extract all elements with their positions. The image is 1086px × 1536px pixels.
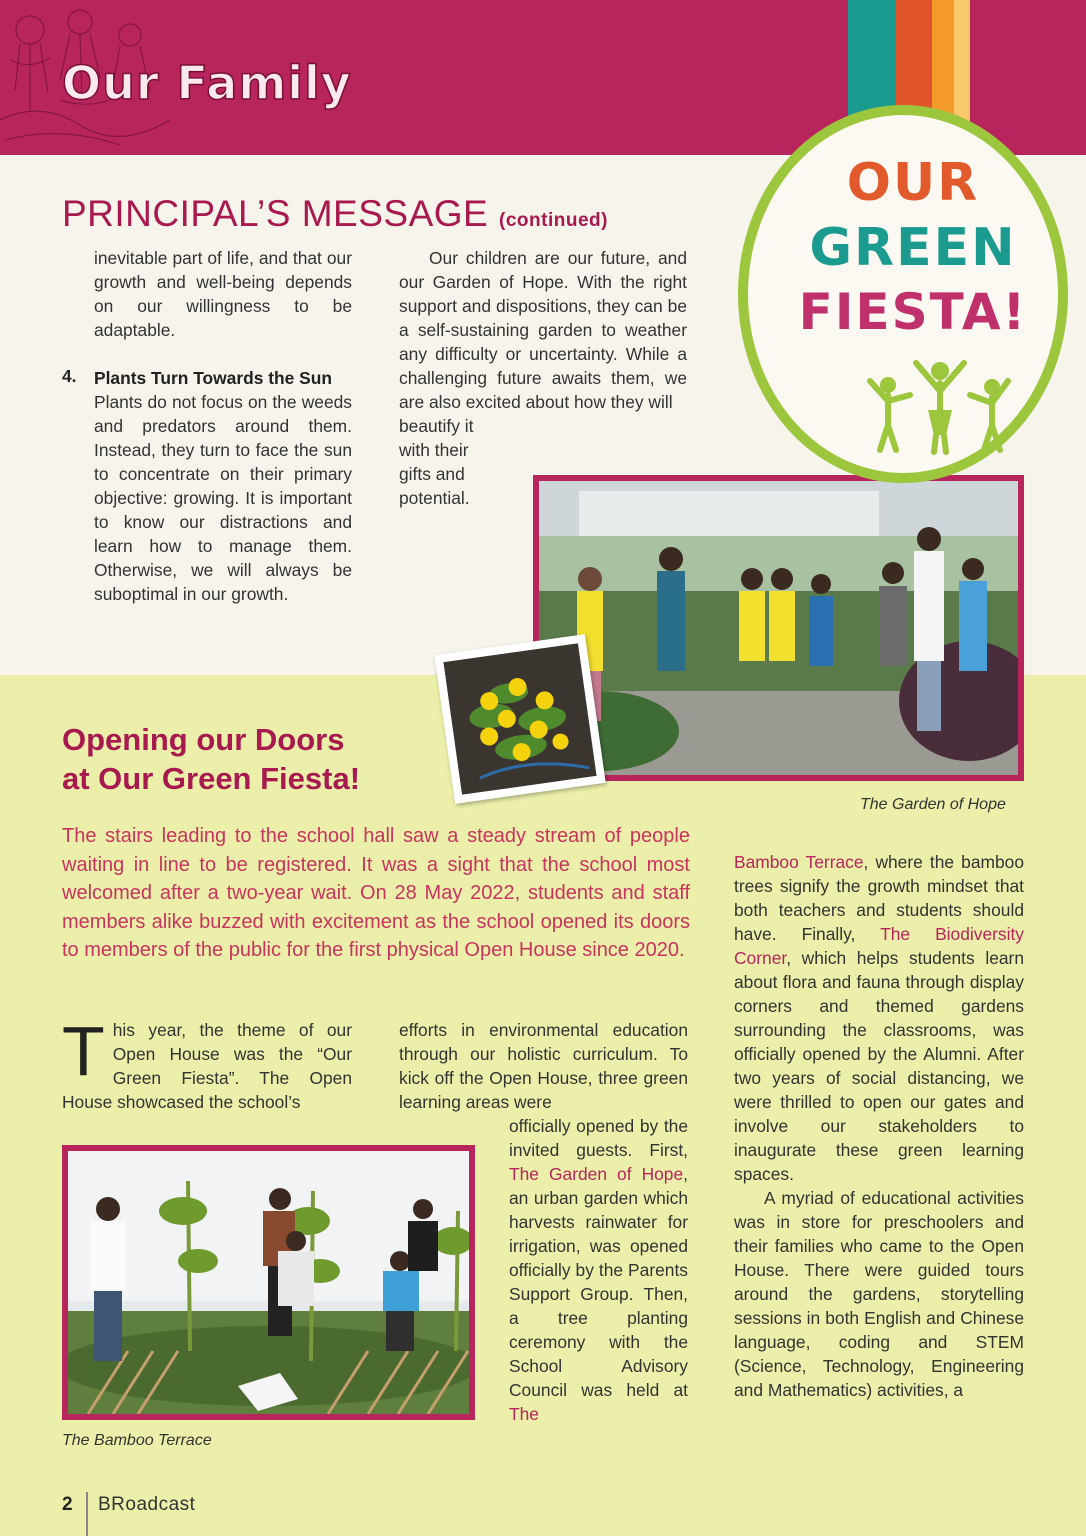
- article-col2-b: , an urban garden which harvests rainwater for irrigation, was opened officially by the Parents Support Group. Then, a tree planting ceremony with the School Advisory Council was held at: [509, 1164, 688, 1400]
- bamboo-terrace-name: Bamboo Terrace: [734, 852, 864, 872]
- item-body: Plants do not focus on the weeds and predators around them. Instead, they turn to face the sun to concentrate on their primary objective: growing. It is important to know our distractions and learn how to manage them. Otherwise, we will always be suboptimal in our growth.: [94, 392, 352, 604]
- principal-column-2: [399, 246, 687, 510]
- section-title: Our Family: [62, 56, 352, 110]
- principal-paragraph-3: beautify it with their gifts and potential.: [399, 416, 474, 508]
- badge-line-green: GREEN: [809, 218, 1017, 278]
- footer-divider: [86, 1492, 88, 1536]
- article-title-line-2: at Our Green Fiesta!: [62, 761, 361, 796]
- principal-message-title: [62, 193, 608, 235]
- bamboo-terrace-photo: [62, 1145, 475, 1420]
- bamboo-photo-illustration: [68, 1151, 469, 1414]
- publication-name: BRoadcast: [98, 1494, 196, 1515]
- badge-line-fiesta: FIESTA!: [798, 283, 1028, 341]
- principal-paragraph-2: Our children are our future, and our Garden of Hope. With the right support and dispositions, they can be a self-sustaining garden to weather any difficulty or uncertainty. While a challenging future awaits them, we are also excited about how they will: [399, 248, 687, 412]
- flower-illustration: [443, 643, 596, 795]
- family-figures-icon: [866, 355, 1016, 455]
- badge-line-our: OUR: [846, 153, 980, 213]
- the-word: The: [509, 1404, 539, 1424]
- garden-of-hope-name: The Garden of Hope: [509, 1164, 684, 1184]
- article-title-line-1: Opening our Doors: [62, 722, 345, 757]
- item-heading: Plants Turn Towards the Sun: [94, 368, 333, 388]
- article-column-1: [62, 1012, 352, 1114]
- garden-photo-illustration: [539, 481, 1018, 775]
- article-column-2b: [509, 1114, 688, 1426]
- garden-of-hope-photo: [533, 475, 1024, 781]
- article-column-2: [399, 1018, 688, 1114]
- principal-paragraph: inevitable part of life, and that our growth and well-being depends on our willingness to be adaptable.: [94, 248, 352, 340]
- article-col2-a: officially opened by the invited guests. First,: [509, 1116, 688, 1160]
- item-number: 4.: [62, 366, 77, 386]
- title-main: PRINCIPAL’S MESSAGE: [62, 193, 489, 234]
- article-col2-top: efforts in environmental education through our holistic curriculum. To kick off the Open House, three green learning areas were: [399, 1020, 688, 1112]
- flower-polaroid: [434, 634, 605, 804]
- page-number: 2: [62, 1494, 73, 1515]
- article-col1-text: his year, the theme of our Open House was the “Our Green Fiesta”. The Open House showcased the school’s: [62, 1020, 352, 1112]
- article-column-3: [734, 850, 1024, 1402]
- drop-cap: T: [62, 1012, 105, 1090]
- bamboo-photo-caption: The Bamboo Terrace: [62, 1432, 212, 1449]
- article-col3-a: , where the bamboo trees signify the growth mindset that both teachers and students should have. Finally,: [734, 852, 1024, 944]
- principal-column-1: [94, 246, 352, 606]
- green-fiesta-badge: [738, 105, 1068, 483]
- garden-photo-caption: The Garden of Hope: [860, 796, 1006, 813]
- article-title: [62, 720, 360, 798]
- biodiversity-corner-name: The Biodiversity Corner: [734, 924, 1024, 968]
- title-suffix: (continued): [499, 210, 608, 231]
- article-col3-b: , which helps students learn about flora and fauna through display corners and themed gardens surrounding the classrooms, was officially opened by the Alumni. After two years of social distancing, we were thrilled to open our gates and involve our stakeholders to inaugurate these green learning spaces.: [734, 948, 1024, 1184]
- article-lead: The stairs leading to the school hall saw a steady stream of people waiting in line to be registered. It was a sight that the school most welcomed after a two-year wait. On 28 May 2022, students and staff members alike buzzed with excitement as the school opened its doors to members of the public for the first physical Open House since 2020.: [62, 825, 690, 961]
- stripe-yellow: [954, 0, 970, 130]
- article-col3-c: A myriad of educational activities was in store for preschoolers and their families who came to the Open House. There were guided tours around the gardens, storytelling sessions in both English and Chinese language, coding and STEM (Science, Technology, Engineering and Mathematics) activities, a: [734, 1188, 1024, 1400]
